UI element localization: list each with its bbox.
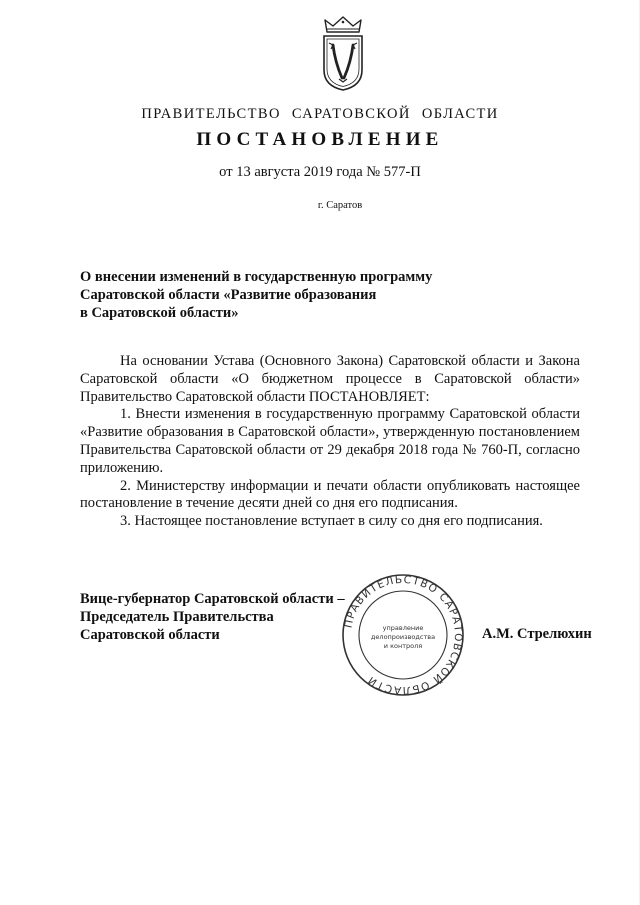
document-body [80,353,580,531]
title-line: Саратовской области «Развитие образования [80,287,377,303]
signatory-position [80,590,345,644]
signatory-name: А.М. Стрелюхин [482,626,592,642]
title-line: в Саратовской области» [80,305,239,321]
stamp-inner-line: и контроля [383,642,423,650]
document-type: ПОСТАНОВЛЕНИЕ [196,129,444,150]
position-line: Вице-губернатор Саратовской области – [80,591,345,607]
saratov-coat-of-arms-icon [320,16,366,92]
body-paragraph: 1. Внести изменения в государственную программу Саратовской области «Развитие образования в Саратовской области», утвержденную постановлением Правительства Саратовской области от 29 декабря 2018 года № 760-П, согласно приложению. [80,406,580,476]
body-paragraph: На основании Устава (Основного Закона) Саратовской области и Закона Саратовской области «О бюджетном процессе в Саратовской области» Правительство Саратовской области ПОСТАНОВЛЯЕТ: [80,353,580,405]
stamp-inner-line: делопроизводства [370,633,436,641]
body-paragraph: 3. Настоящее постановление вступает в силу со дня его подписания. [120,513,543,530]
document-city: г. Саратов [317,200,363,211]
title-line: О внесении изменений в государственную программу [80,269,433,285]
document-title [80,268,432,322]
position-line: Председатель Правительства [80,609,274,625]
body-paragraph: 2. Министерству информации и печати области опубликовать настоящее постановление в течение десяти дней со дня его подписания. [80,477,580,512]
document-date-number: от 13 августа 2019 года № 577-П [219,164,421,180]
stamp-inner-line: управление [382,624,424,632]
position-line: Саратовской области [80,627,220,643]
stamp-outer-text: ПРАВИТЕЛЬСТВО САРАТОВСКОЙ ОБЛАСТИ [342,573,465,697]
government-name: ПРАВИТЕЛЬСТВО САРАТОВСКОЙ ОБЛАСТИ [141,106,499,122]
official-seal-stamp [340,572,466,698]
